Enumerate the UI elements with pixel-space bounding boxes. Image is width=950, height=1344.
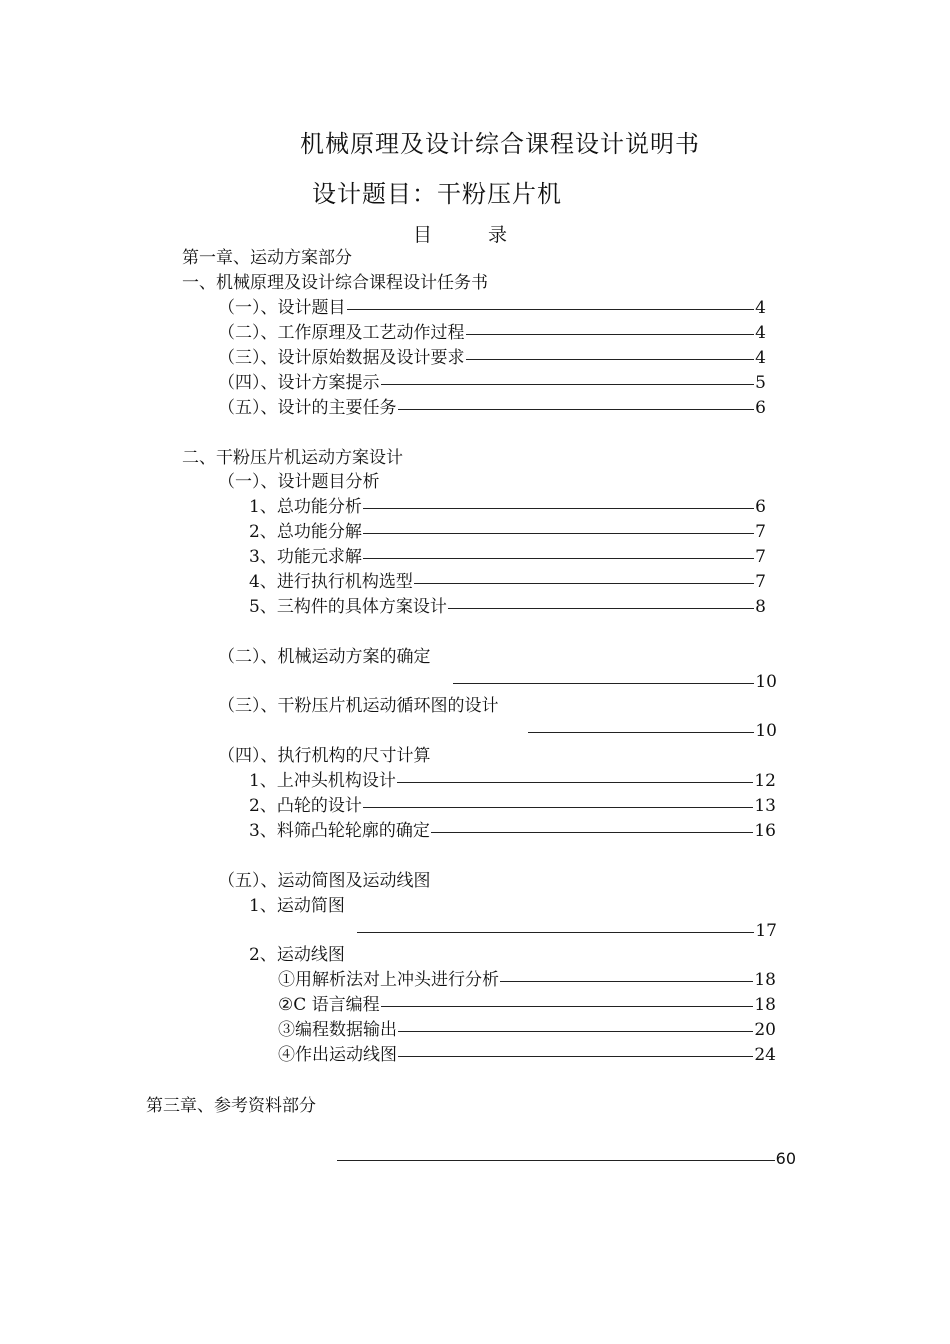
leader-line [448,608,754,609]
toc-entry [218,346,766,370]
toc-entry-label: 3、功能元求解 [249,547,362,567]
toc-entry-label: 1、总功能分析 [249,497,362,517]
toc-entry-page: 7 [755,572,766,592]
toc-entry [249,769,776,793]
leader-line [528,732,754,733]
toc-heading-right: 录 [488,224,508,246]
toc-entry-label: （四）、设计方案提示 [218,373,380,393]
toc-entry-label: 5、三构件的具体方案设计 [249,597,447,617]
toc-entry-page: 13 [754,796,776,816]
toc-entry-page: 4 [755,348,766,368]
toc-entry-label: （二）、工作原理及工艺动作过程 [218,323,465,343]
toc-entry-page: 18 [754,970,776,990]
toc-entry [278,1018,776,1042]
toc-entry-label: 2、凸轮的设计 [249,796,362,816]
toc-section-2: 二、干粉压片机运动方案设计 [182,448,403,468]
leader-line [363,558,754,559]
toc-entry-page: 20 [754,1020,776,1040]
toc-entry-leader [336,1147,796,1171]
leader-line [398,1031,753,1032]
document-title: 机械原理及设计综合课程设计说明书 [300,130,700,158]
toc-entry-page: 6 [755,497,766,517]
leader-line [337,1160,775,1161]
toc-entry-page: 12 [754,771,776,791]
toc-heading-left: 目 [413,224,433,246]
toc-entry-leader [356,919,777,943]
leader-line [357,932,754,933]
toc-entry-page: 7 [755,547,766,567]
toc-entry [218,321,766,345]
toc-subsection: （三）、干粉压片机运动循环图的设计 [218,696,499,716]
leader-line [347,309,755,310]
leader-line [431,832,754,833]
toc-chapter-3: 第三章、参考资料部分 [146,1096,316,1116]
leader-line [363,508,754,509]
toc-entry-label: 3、料筛凸轮轮廓的确定 [249,821,430,841]
toc-entry-page: 5 [755,373,766,393]
toc-entry [249,570,766,594]
toc-entry-label: （一）、设计题目 [218,298,346,318]
leader-line [363,807,754,808]
document-subtitle: 设计题目：干粉压片机 [312,180,562,208]
toc-subsection: （一）、设计题目分析 [218,472,380,492]
toc-entry-page: 18 [754,995,776,1015]
leader-line [414,583,754,584]
leader-line [398,409,755,410]
toc-entry-page: 7 [755,522,766,542]
toc-entry [218,296,766,320]
toc-entry-page: 10 [755,721,777,741]
toc-entry-page: 10 [755,672,777,692]
toc-entry-label: ④作出运动线图 [278,1045,397,1065]
toc-entry [278,1043,776,1067]
toc-entry [249,495,766,519]
toc-entry-label: （五）、设计的主要任务 [218,398,397,418]
toc-subsection: （二）、机械运动方案的确定 [218,647,431,667]
toc-entry [249,794,776,818]
toc-entry-page: 60 [775,1149,796,1168]
toc-subsection: （四）、执行机构的尺寸计算 [218,746,431,766]
toc-entry-page: 24 [754,1045,776,1065]
toc-entry-page: 4 [755,323,766,343]
toc-entry-label: 2、总功能分解 [249,522,362,542]
leader-line [466,359,755,360]
toc-entry-label: 4、进行执行机构选型 [249,572,413,592]
toc-entry [249,520,766,544]
toc-item: 2、运动线图 [249,945,345,965]
toc-entry-label: ①用解析法对上冲头进行分析 [278,970,499,990]
leader-line [381,384,755,385]
toc-entry-page: 6 [755,398,766,418]
toc-entry-label: 1、上冲头机构设计 [249,771,396,791]
leader-line [398,1056,753,1057]
leader-line [397,782,754,783]
toc-section-1: 一、机械原理及设计综合课程设计任务书 [182,273,488,293]
toc-entry-label: （三）、设计原始数据及设计要求 [218,348,465,368]
leader-line [363,533,754,534]
toc-heading [413,220,507,247]
toc-item: 1、运动简图 [249,896,345,916]
toc-entry [249,819,776,843]
toc-entry-label: ③编程数据输出 [278,1020,397,1040]
toc-entry [218,396,766,420]
toc-entry [249,545,766,569]
toc-subsection: （五）、运动简图及运动线图 [218,871,431,891]
leader-line [381,1006,754,1007]
leader-line [453,683,754,684]
toc-entry-page: 16 [754,821,776,841]
toc-entry-leader [527,719,777,743]
toc-entry-page: 8 [755,597,766,617]
toc-entry [278,993,776,1017]
toc-entry-leader [452,670,777,694]
toc-chapter-1: 第一章、运动方案部分 [182,248,352,268]
toc-entry-label: ②C 语言编程 [278,995,380,1015]
leader-line [466,334,755,335]
toc-entry [278,968,776,992]
leader-line [500,981,753,982]
toc-entry-page: 17 [755,921,777,941]
toc-entry-page: 4 [755,298,766,318]
toc-entry [218,371,766,395]
toc-entry [249,595,766,619]
